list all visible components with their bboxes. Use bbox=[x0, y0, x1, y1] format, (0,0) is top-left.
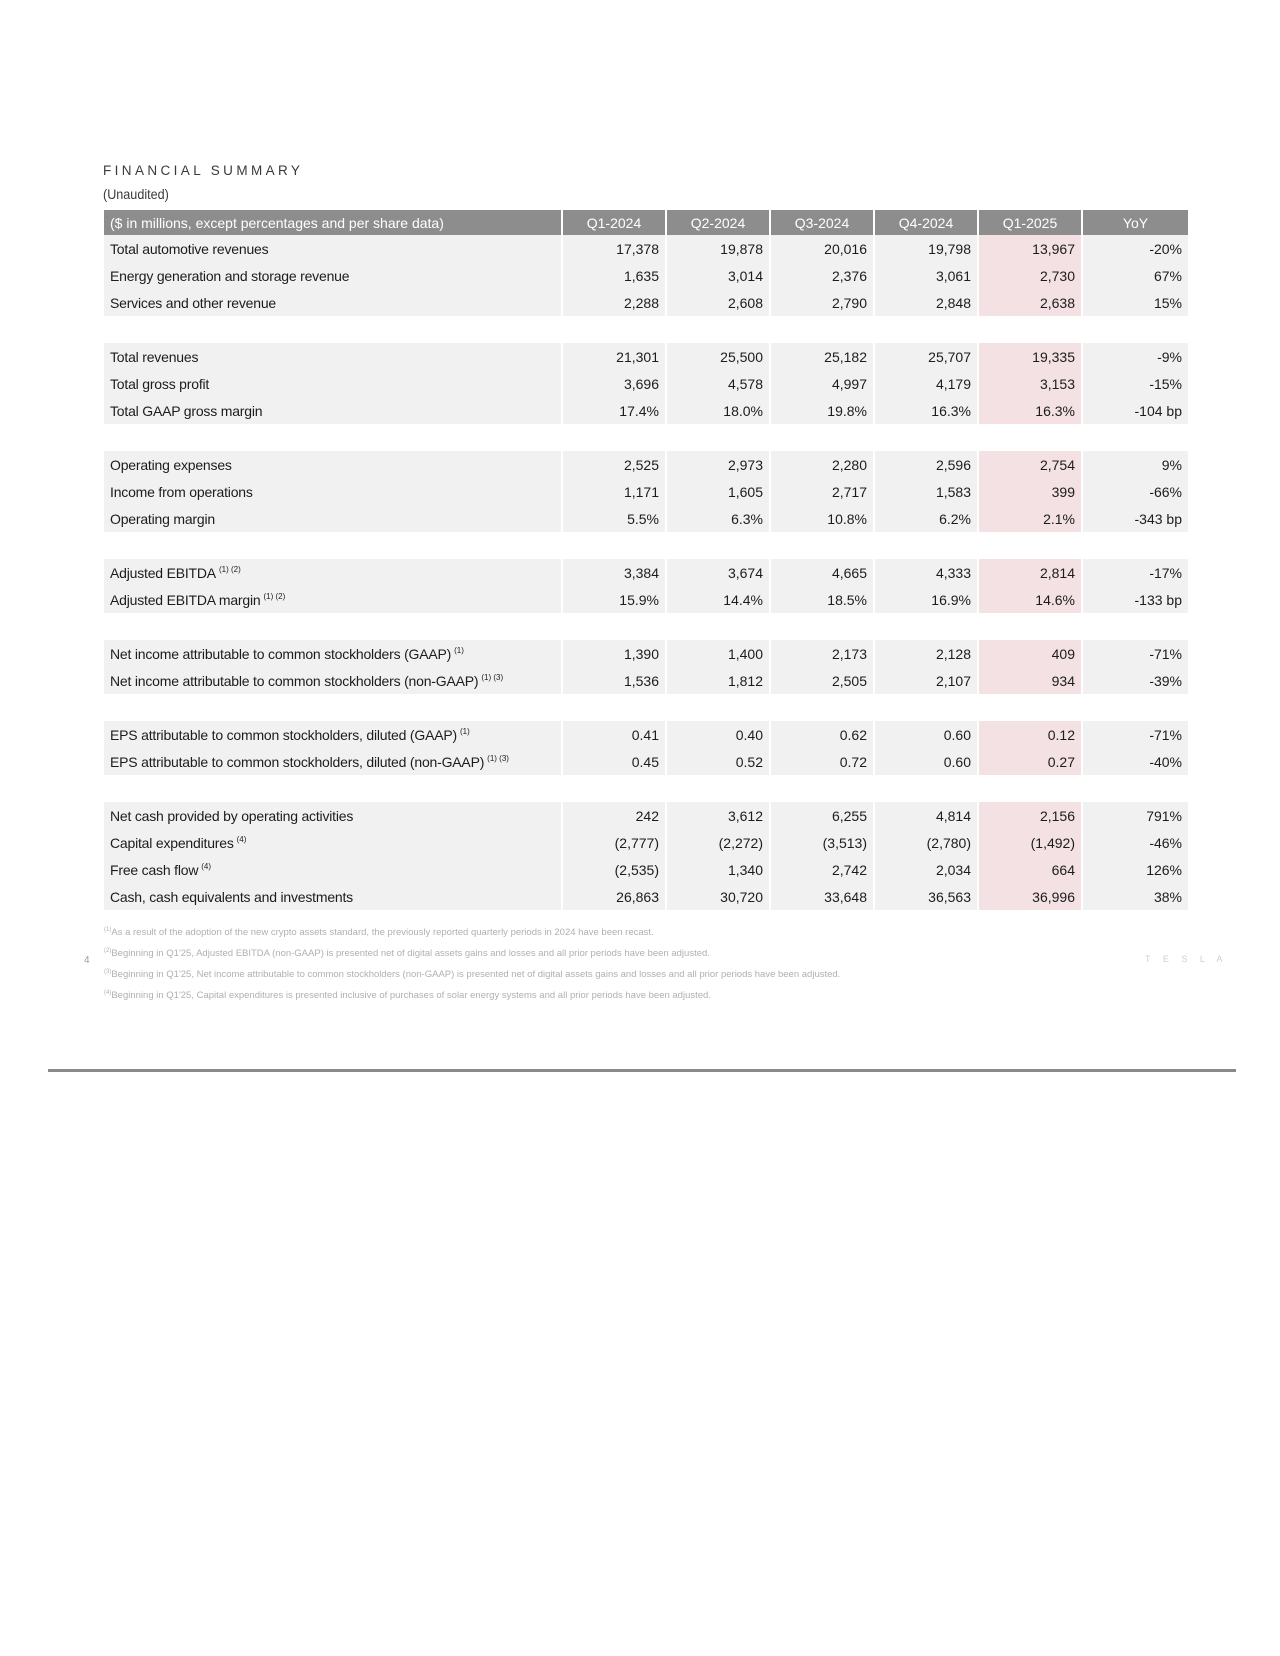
row-label-text: Energy generation and storage revenue bbox=[110, 267, 350, 284]
value-cell: 1,400 bbox=[666, 640, 770, 667]
column-header: Q3-2024 bbox=[770, 210, 874, 235]
value-cell: 25,707 bbox=[874, 343, 978, 370]
table-header-row bbox=[104, 210, 1188, 235]
footnote-mark: (2) bbox=[104, 948, 112, 955]
value-cell: 14.4% bbox=[666, 586, 770, 613]
yoy-cell: -46% bbox=[1082, 829, 1188, 856]
group-spacer bbox=[104, 613, 1188, 640]
yoy-cell: -104 bp bbox=[1082, 397, 1188, 424]
row-label bbox=[104, 748, 562, 775]
row-label bbox=[104, 559, 562, 586]
footnote-ref: (1) (2) bbox=[263, 591, 286, 601]
row-label bbox=[104, 289, 562, 316]
row-label-text: Operating expenses bbox=[110, 456, 232, 473]
footnotes bbox=[104, 921, 840, 1006]
yoy-cell: -39% bbox=[1082, 667, 1188, 694]
value-cell: 3,061 bbox=[874, 262, 978, 289]
table-row bbox=[104, 802, 1188, 829]
table-row bbox=[104, 883, 1188, 910]
row-label bbox=[104, 802, 562, 829]
row-label bbox=[104, 451, 562, 478]
highlight-cell: 0.12 bbox=[978, 721, 1082, 748]
footnote-mark: (1) bbox=[104, 927, 112, 933]
value-cell: 1,583 bbox=[874, 478, 978, 505]
column-header: Q4-2024 bbox=[874, 210, 978, 235]
footnote-mark: (3) bbox=[104, 969, 112, 976]
value-cell: 2,717 bbox=[770, 478, 874, 505]
yoy-cell: 9% bbox=[1082, 451, 1188, 478]
footnote bbox=[104, 963, 840, 984]
highlight-cell: 2,638 bbox=[978, 289, 1082, 316]
value-cell: 25,182 bbox=[770, 343, 874, 370]
value-cell: 4,578 bbox=[666, 370, 770, 397]
table-row bbox=[104, 640, 1188, 667]
value-cell: 17,378 bbox=[562, 235, 666, 262]
table-row bbox=[104, 343, 1188, 370]
value-cell: 2,376 bbox=[770, 262, 874, 289]
yoy-cell: -133 bp bbox=[1082, 586, 1188, 613]
table-row bbox=[104, 721, 1188, 748]
value-cell: 0.60 bbox=[874, 748, 978, 775]
row-label bbox=[104, 343, 562, 370]
value-cell: 16.3% bbox=[874, 397, 978, 424]
footnote-ref: (4) bbox=[201, 861, 212, 871]
footnote bbox=[104, 921, 840, 942]
yoy-cell: -17% bbox=[1082, 559, 1188, 586]
brand-logo: T E S L A bbox=[1145, 954, 1228, 964]
yoy-cell: 15% bbox=[1082, 289, 1188, 316]
table-row bbox=[104, 370, 1188, 397]
value-cell: 1,171 bbox=[562, 478, 666, 505]
footnote-ref: (1) (2) bbox=[218, 564, 241, 574]
highlight-cell: 2,156 bbox=[978, 802, 1082, 829]
table-row bbox=[104, 505, 1188, 532]
value-cell: 16.9% bbox=[874, 586, 978, 613]
yoy-cell: 791% bbox=[1082, 802, 1188, 829]
row-label-text: Total GAAP gross margin bbox=[110, 402, 263, 419]
value-cell: (2,777) bbox=[562, 829, 666, 856]
row-label bbox=[104, 586, 562, 613]
row-label bbox=[104, 505, 562, 532]
table-row bbox=[104, 856, 1188, 883]
row-label bbox=[104, 235, 562, 262]
value-cell: 2,848 bbox=[874, 289, 978, 316]
row-label-text: Income from operations bbox=[110, 483, 253, 500]
table-row bbox=[104, 478, 1188, 505]
highlight-cell: 934 bbox=[978, 667, 1082, 694]
highlight-cell: 16.3% bbox=[978, 397, 1082, 424]
value-cell: 2,608 bbox=[666, 289, 770, 316]
row-label-text: Net cash provided by operating activities bbox=[110, 807, 354, 824]
value-cell: 2,173 bbox=[770, 640, 874, 667]
value-cell: 26,863 bbox=[562, 883, 666, 910]
value-cell: 25,500 bbox=[666, 343, 770, 370]
value-cell: 4,814 bbox=[874, 802, 978, 829]
value-cell: 3,674 bbox=[666, 559, 770, 586]
value-cell: 6.2% bbox=[874, 505, 978, 532]
highlight-cell: 2,814 bbox=[978, 559, 1082, 586]
yoy-cell: -71% bbox=[1082, 721, 1188, 748]
highlight-cell: 664 bbox=[978, 856, 1082, 883]
row-label bbox=[104, 397, 562, 424]
row-label bbox=[104, 721, 562, 748]
page-divider bbox=[48, 1069, 1236, 1072]
highlight-cell: 2,730 bbox=[978, 262, 1082, 289]
footnote-text: Beginning in Q1'25, Adjusted EBITDA (non-GAAP) is presented net of digital assets gains and losses and all prior periods have been adjusted. bbox=[111, 948, 710, 960]
value-cell: 17.4% bbox=[562, 397, 666, 424]
value-cell: 33,648 bbox=[770, 883, 874, 910]
row-label-text: EPS attributable to common stockholders, diluted (non-GAAP) bbox=[110, 753, 485, 770]
table-row bbox=[104, 451, 1188, 478]
value-cell: 1,635 bbox=[562, 262, 666, 289]
highlight-cell: 2,754 bbox=[978, 451, 1082, 478]
value-cell: 2,525 bbox=[562, 451, 666, 478]
value-cell: 36,563 bbox=[874, 883, 978, 910]
table-row bbox=[104, 235, 1188, 262]
yoy-cell: -66% bbox=[1082, 478, 1188, 505]
table-row bbox=[104, 397, 1188, 424]
value-cell: 2,107 bbox=[874, 667, 978, 694]
value-cell: 5.5% bbox=[562, 505, 666, 532]
yoy-cell: 126% bbox=[1082, 856, 1188, 883]
value-cell: 2,742 bbox=[770, 856, 874, 883]
value-cell: 0.40 bbox=[666, 721, 770, 748]
value-cell: 0.60 bbox=[874, 721, 978, 748]
value-cell: 2,790 bbox=[770, 289, 874, 316]
value-cell: 1,340 bbox=[666, 856, 770, 883]
footnote bbox=[104, 984, 840, 1005]
row-label bbox=[104, 667, 562, 694]
value-cell: 1,812 bbox=[666, 667, 770, 694]
value-cell: 6.3% bbox=[666, 505, 770, 532]
value-cell: 242 bbox=[562, 802, 666, 829]
group-spacer bbox=[104, 424, 1188, 451]
value-cell: 3,014 bbox=[666, 262, 770, 289]
value-cell: 3,384 bbox=[562, 559, 666, 586]
table-row bbox=[104, 748, 1188, 775]
highlight-cell: 36,996 bbox=[978, 883, 1082, 910]
value-cell: 2,288 bbox=[562, 289, 666, 316]
row-label bbox=[104, 262, 562, 289]
group-spacer bbox=[104, 532, 1188, 559]
group-spacer bbox=[104, 694, 1188, 721]
row-label bbox=[104, 640, 562, 667]
value-cell: 10.8% bbox=[770, 505, 874, 532]
page-subtitle: (Unaudited) bbox=[103, 186, 169, 202]
table-row bbox=[104, 559, 1188, 586]
column-header: Q1-2024 bbox=[562, 210, 666, 235]
row-label-text: Net income attributable to common stockholders (non-GAAP) bbox=[110, 672, 479, 689]
value-cell: 0.72 bbox=[770, 748, 874, 775]
column-header: YoY bbox=[1082, 210, 1188, 235]
yoy-cell: 67% bbox=[1082, 262, 1188, 289]
highlight-cell: (1,492) bbox=[978, 829, 1082, 856]
row-label bbox=[104, 478, 562, 505]
value-cell: 0.41 bbox=[562, 721, 666, 748]
value-cell: 3,696 bbox=[562, 370, 666, 397]
yoy-cell: -20% bbox=[1082, 235, 1188, 262]
yoy-cell: -40% bbox=[1082, 748, 1188, 775]
value-cell: 21,301 bbox=[562, 343, 666, 370]
column-header-label: ($ in millions, except percentages and per share data) bbox=[104, 210, 562, 235]
value-cell: 0.52 bbox=[666, 748, 770, 775]
value-cell: 0.45 bbox=[562, 748, 666, 775]
value-cell: 18.0% bbox=[666, 397, 770, 424]
value-cell: 2,280 bbox=[770, 451, 874, 478]
value-cell: 18.5% bbox=[770, 586, 874, 613]
row-label-text: Total gross profit bbox=[110, 375, 210, 392]
value-cell: 4,997 bbox=[770, 370, 874, 397]
group-spacer bbox=[104, 775, 1188, 802]
highlight-cell: 2.1% bbox=[978, 505, 1082, 532]
table-row bbox=[104, 829, 1188, 856]
footnote-ref: (1) bbox=[459, 726, 470, 736]
footnote-ref: (1) bbox=[454, 645, 464, 655]
value-cell: 3,612 bbox=[666, 802, 770, 829]
row-label-text: Operating margin bbox=[110, 510, 215, 527]
value-cell: 1,536 bbox=[562, 667, 666, 694]
footnote-ref: (1) (3) bbox=[481, 672, 504, 682]
value-cell: 15.9% bbox=[562, 586, 666, 613]
value-cell: 19,798 bbox=[874, 235, 978, 262]
financial-summary-table bbox=[104, 210, 1188, 910]
value-cell: 2,596 bbox=[874, 451, 978, 478]
row-label-text: Total revenues bbox=[110, 348, 199, 365]
yoy-cell: -9% bbox=[1082, 343, 1188, 370]
row-label-text: Free cash flow bbox=[110, 861, 199, 878]
row-label-text: EPS attributable to common stockholders, diluted (GAAP) bbox=[110, 726, 457, 743]
value-cell: 2,505 bbox=[770, 667, 874, 694]
row-label bbox=[104, 856, 562, 883]
highlight-cell: 0.27 bbox=[978, 748, 1082, 775]
table-row bbox=[104, 586, 1188, 613]
row-label-text: Cash, cash equivalents and investments bbox=[110, 888, 353, 905]
footnote-text: Beginning in Q1'25, Capital expenditures is presented inclusive of purchases of solar energy systems and all prior periods have been adjusted. bbox=[111, 990, 711, 1002]
value-cell: 20,016 bbox=[770, 235, 874, 262]
value-cell: 2,128 bbox=[874, 640, 978, 667]
row-label-text: Net income attributable to common stockholders (GAAP) bbox=[110, 645, 452, 662]
value-cell: (2,780) bbox=[874, 829, 978, 856]
value-cell: 4,665 bbox=[770, 559, 874, 586]
footnote bbox=[104, 942, 840, 963]
row-label-text: Adjusted EBITDA margin bbox=[110, 591, 261, 608]
value-cell: 2,034 bbox=[874, 856, 978, 883]
highlight-cell: 3,153 bbox=[978, 370, 1082, 397]
column-header: Q2-2024 bbox=[666, 210, 770, 235]
page-title: FINANCIAL SUMMARY bbox=[103, 163, 304, 178]
row-label-text: Total automotive revenues bbox=[110, 240, 269, 257]
value-cell: 1,605 bbox=[666, 478, 770, 505]
value-cell: 19.8% bbox=[770, 397, 874, 424]
yoy-cell: -71% bbox=[1082, 640, 1188, 667]
row-label-text: Adjusted EBITDA bbox=[110, 564, 216, 581]
value-cell: (3,513) bbox=[770, 829, 874, 856]
value-cell: 19,878 bbox=[666, 235, 770, 262]
highlight-cell: 399 bbox=[978, 478, 1082, 505]
row-label-text: Capital expenditures bbox=[110, 834, 234, 851]
table-row bbox=[104, 262, 1188, 289]
value-cell: 4,179 bbox=[874, 370, 978, 397]
highlight-cell: 19,335 bbox=[978, 343, 1082, 370]
yoy-cell: -15% bbox=[1082, 370, 1188, 397]
table-row bbox=[104, 667, 1188, 694]
row-label bbox=[104, 829, 562, 856]
footnote-mark: (4) bbox=[104, 990, 112, 997]
yoy-cell: 38% bbox=[1082, 883, 1188, 910]
footnote-text: Beginning in Q1'25, Net income attributable to common stockholders (non-GAAP) is presented net of digital assets gains and losses and all prior periods have been adjusted. bbox=[111, 969, 841, 981]
column-header: Q1-2025 bbox=[978, 210, 1082, 235]
row-label bbox=[104, 370, 562, 397]
yoy-cell: -343 bp bbox=[1082, 505, 1188, 532]
highlight-cell: 409 bbox=[978, 640, 1082, 667]
row-label bbox=[104, 883, 562, 910]
value-cell: 0.62 bbox=[770, 721, 874, 748]
row-label-text: Services and other revenue bbox=[110, 294, 277, 311]
footnote-ref: (1) (3) bbox=[487, 753, 509, 763]
value-cell: 1,390 bbox=[562, 640, 666, 667]
value-cell: 4,333 bbox=[874, 559, 978, 586]
table-row bbox=[104, 289, 1188, 316]
value-cell: 2,973 bbox=[666, 451, 770, 478]
footnote-text: As a result of the adoption of the new crypto assets standard, the previously reported quarterly periods in 2024 have been recast. bbox=[111, 927, 654, 939]
value-cell: (2,535) bbox=[562, 856, 666, 883]
page-number: 4 bbox=[84, 955, 90, 966]
footnote-ref: (4) bbox=[236, 834, 247, 844]
group-spacer bbox=[104, 316, 1188, 343]
highlight-cell: 13,967 bbox=[978, 235, 1082, 262]
value-cell: 6,255 bbox=[770, 802, 874, 829]
value-cell: 30,720 bbox=[666, 883, 770, 910]
highlight-cell: 14.6% bbox=[978, 586, 1082, 613]
value-cell: (2,272) bbox=[666, 829, 770, 856]
